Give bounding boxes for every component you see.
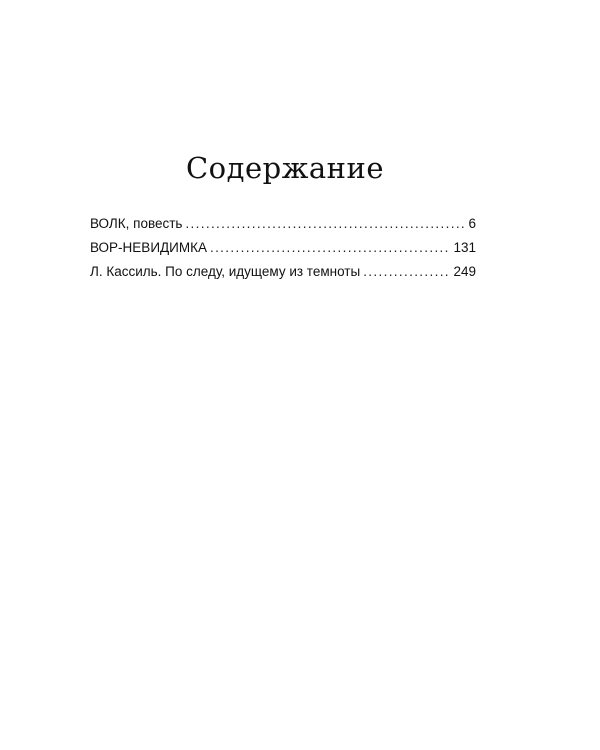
- toc-entry-title: ВОР-НЕВИДИМКА: [90, 240, 207, 255]
- dot-leader: [210, 236, 450, 260]
- toc-entry-title: Л. Кассиль. По следу, идущему из темноты: [90, 264, 361, 279]
- toc-page-number: 131: [453, 240, 476, 255]
- toc-entry-kassil[interactable]: [90, 260, 476, 284]
- page-title: Содержание: [185, 151, 385, 185]
- table-of-contents: [90, 212, 476, 284]
- toc-page-number: 6: [468, 216, 476, 231]
- dot-leader: [363, 260, 450, 284]
- dot-leader: [185, 212, 465, 236]
- toc-entry-volk[interactable]: [90, 212, 476, 236]
- toc-page-number: 249: [453, 264, 476, 279]
- toc-entry-vor-nevidimka[interactable]: [90, 236, 476, 260]
- toc-entry-title: ВОЛК, повесть: [90, 216, 183, 231]
